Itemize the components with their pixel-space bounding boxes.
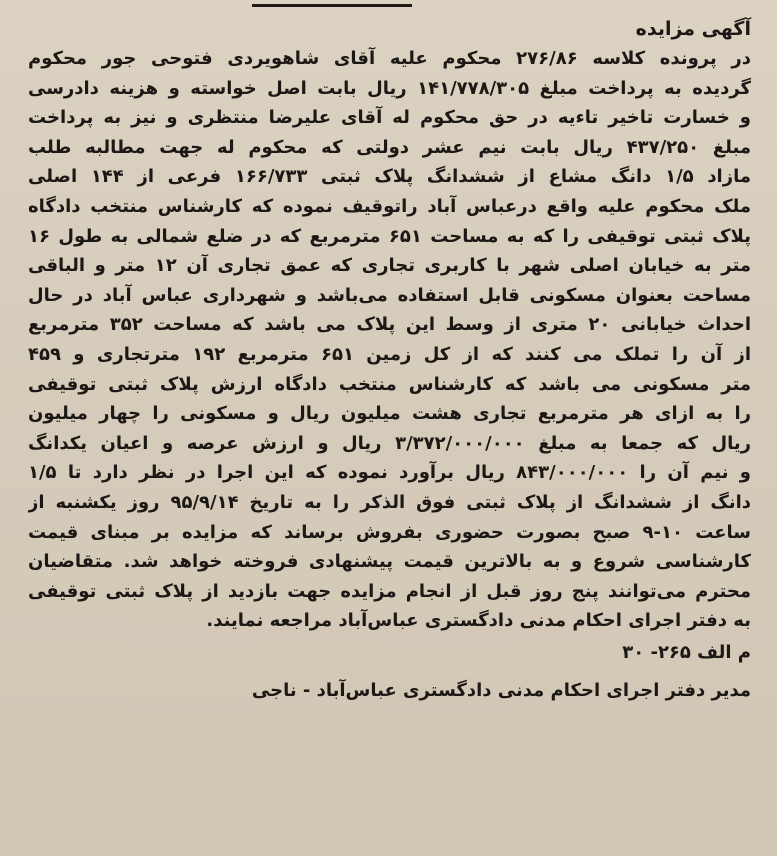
body-line: و نیم آن را ۸۴۳/۰۰۰/۰۰۰ ریال برآورد نموده که این اجرا در نظر دارد تا ۱/۵ bbox=[28, 462, 751, 484]
body-line: به دفتر اجرای احکام مدنی دادگستری عباس‌آباد مراجعه نمایند. bbox=[206, 610, 751, 632]
notice-body bbox=[28, 44, 751, 636]
body-line: مبلغ ۴۳۷/۲۵۰ ریال بابت نیم عشر دولتی که محکوم له جهت مطالبه طلب bbox=[28, 136, 751, 158]
body-line: در پرونده کلاسه ۲۷۶/۸۶ محکوم علیه آقای شاهویردی فتوحی جور محکوم bbox=[28, 48, 751, 69]
auction-notice bbox=[28, 14, 751, 706]
body-line: دانگ از ششدانگ از پلاک ثبتی فوق الذکر را به تاریخ ۹۵/۹/۱۴ روز یکشنبه از bbox=[28, 491, 751, 513]
body-line: مازاد ۱/۵ دانگ مشاع از ششدانگ پلاک ثبتی ۱۶۶/۷۳۳ فرعی از ۱۴۴ اصلی bbox=[28, 166, 751, 188]
body-line: محترم می‌توانند پنج روز قبل از انجام مزایده جهت بازدید از پلاک ثبتی توقیفی bbox=[28, 580, 751, 602]
body-line: متر به خیابان اصلی شهر با کاربری تجاری که عمق تجاری آن ۱۲ متر و الباقی bbox=[28, 255, 751, 277]
body-line: مساحت بعنوان مسکونی قابل استفاده می‌باشد و شهرداری عباس آباد در حال bbox=[28, 284, 751, 306]
body-line: کارشناسی شروع و به بالاترین قیمت پیشنهادی فروخته خواهد شد. متقاضیان bbox=[28, 551, 751, 573]
separator-rule bbox=[252, 4, 412, 7]
reference-number: م الف ۲۶۵- ۳۰ bbox=[622, 641, 751, 663]
body-line: و خسارت تاخیر تاءیه در حق محکوم له آقای علیرضا منتظری و نیز به پرداخت bbox=[28, 107, 751, 129]
body-line: احداث خیابانی ۲۰ متری از وسط این پلاک می باشد که مساحت ۳۵۲ مترمربع bbox=[28, 314, 751, 336]
body-line: گردیده به پرداخت مبلغ ۱۴۱/۷۷۸/۳۰۵ ریال بابت اصل خواسته و هزینه دادرسی bbox=[28, 77, 751, 99]
notice-title: آگهی مزایده bbox=[635, 18, 751, 40]
body-line: را به ازای هر مترمربع تجاری هشت میلیون ریال و مسکونی را چهار میلیون bbox=[28, 403, 751, 425]
body-line: ملک محکوم علیه واقع درعباس آباد راتوقیف نموده که کارشناس منتخب دادگاه bbox=[28, 195, 751, 217]
body-line: ریال که جمعا به مبلغ ۳/۳۷۲/۰۰۰/۰۰۰ ریال و ارزش عرصه و اعیان یکدانگ bbox=[28, 432, 751, 454]
signature-line: مدیر دفتر اجرای احکام مدنی دادگستری عباس‌آباد - ناجی bbox=[251, 679, 751, 701]
body-line: ساعت ۱۰-۹ صبح بصورت حضوری بفروش برساند که مزایده بر مبنای قیمت bbox=[28, 521, 751, 543]
body-line: از آن را تملک می کنند که از کل زمین ۶۵۱ مترمربع ۱۹۲ مترتجاری و ۴۵۹ bbox=[28, 343, 751, 365]
body-line: متر مسکونی می باشد که کارشناس منتخب دادگاه ارزش پلاک ثبتی توقیفی bbox=[28, 373, 751, 395]
body-line: پلاک ثبتی توقیفی را که به مساحت ۶۵۱ مترمربع که در ضلع شمالی به طول ۱۶ bbox=[28, 225, 751, 247]
